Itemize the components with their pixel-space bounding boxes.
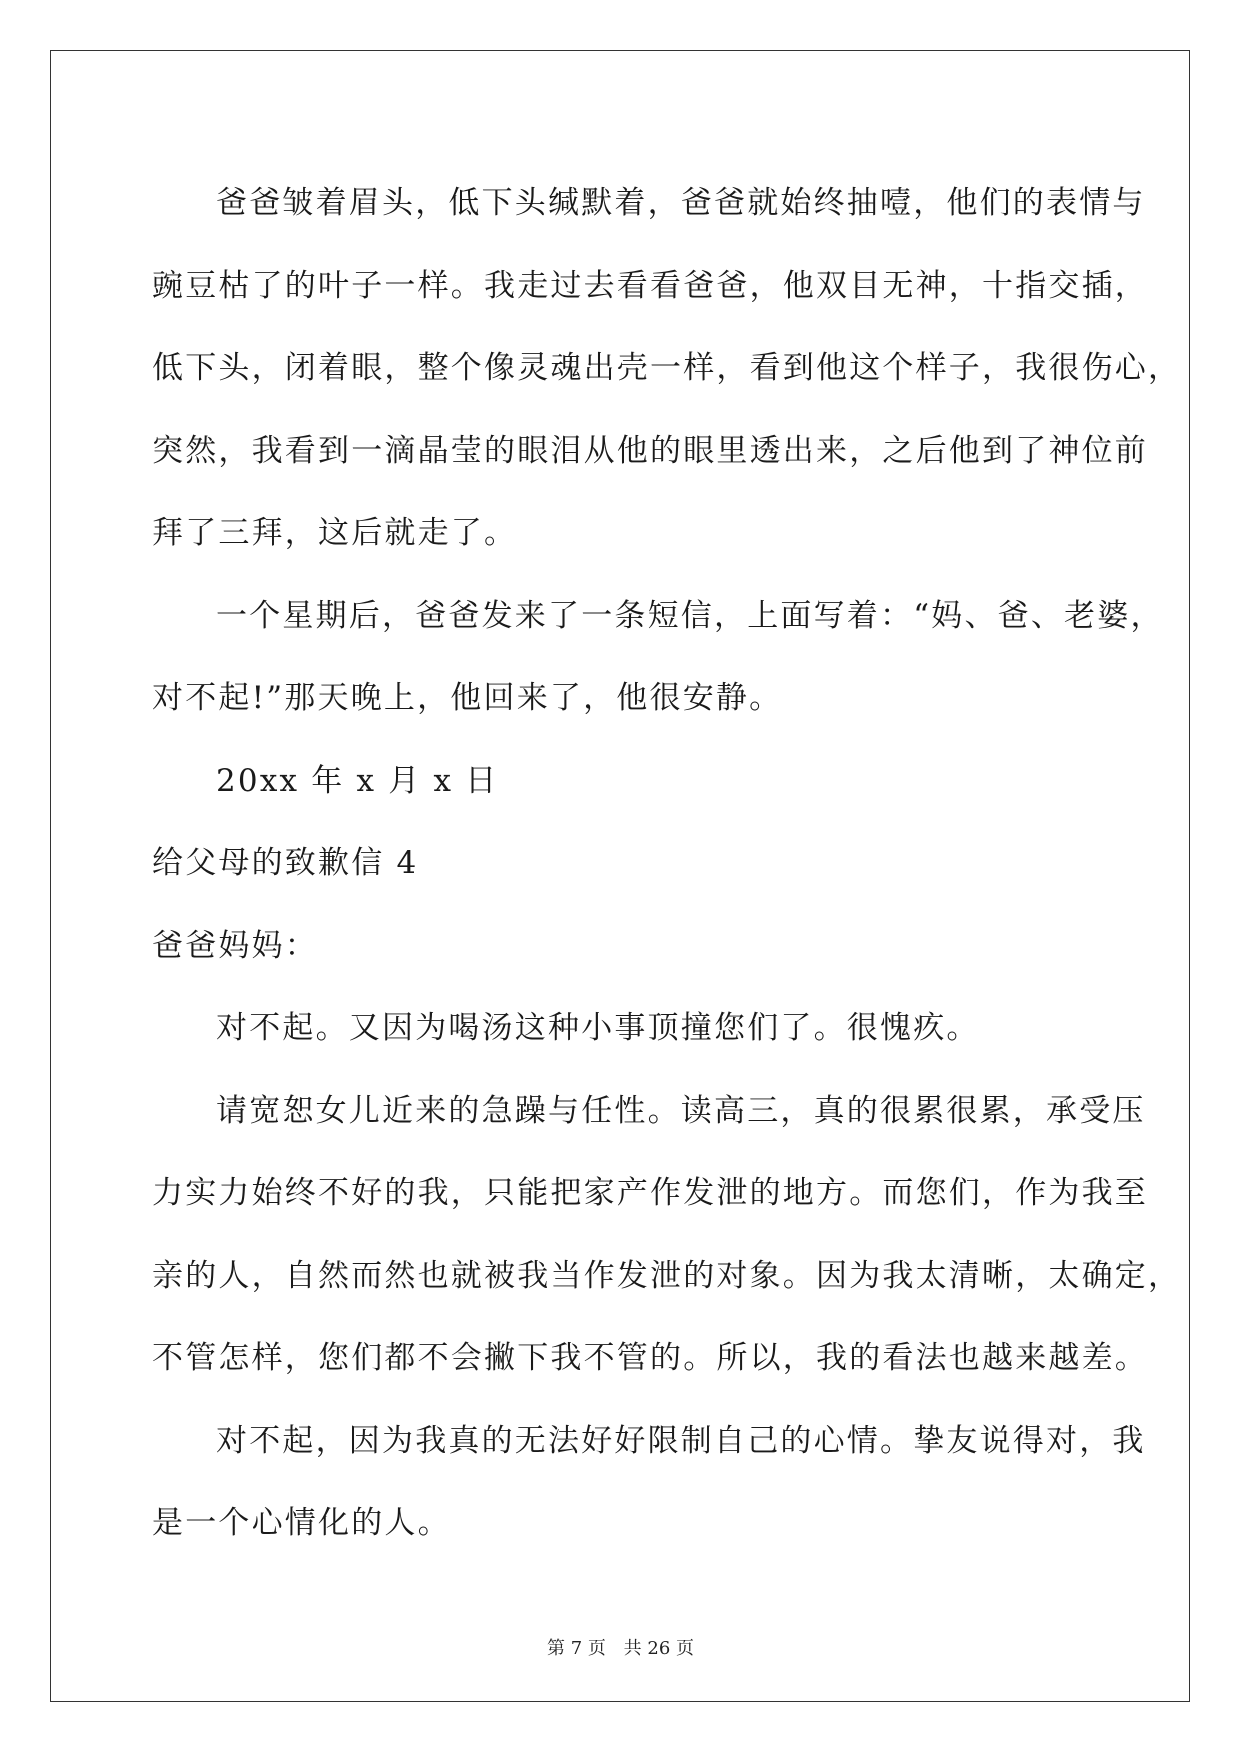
text-line-16: 对不起，因为我真的无法好好限制自己的心情。挚友说得对，我 (216, 1422, 1146, 1459)
text-line-7: 对不起!”那天晚上，他回来了，他很安静。 (152, 680, 783, 716)
text-line-13: 力实力始终不好的我，只能把家产作发泄的地方。而您们，作为我至 (152, 1175, 1148, 1211)
text-line-15: 不管怎样，您们都不会撇下我不管的。所以，我的看法也越来越差。 (152, 1340, 1148, 1376)
page-number: 第 7 页 (547, 1638, 606, 1659)
text-line-14: 亲的人，自然而然也就被我当作发泄的对象。因为我太清晰，太确定， (152, 1257, 1182, 1294)
text-line-4: 突然，我看到一滴晶莹的眼泪从他的眼里透出来，之后他到了神位前 (152, 432, 1148, 469)
text-line-3: 低下头，闭着眼，整个像灵魂出壳一样，看到他这个样子，我很伤心， (152, 350, 1182, 386)
salutation: 爸爸妈妈： (152, 927, 318, 964)
page-total: 共 26 页 (623, 1638, 694, 1659)
text-line-5: 拜了三拜，这后就走了。 (152, 515, 518, 551)
text-line-12: 请宽恕女儿近来的急躁与任性。读高三，真的很累很累，承受压 (216, 1092, 1146, 1129)
text-line-6: 一个星期后，爸爸发来了一条短信，上面写着：“妈、爸、老婆， (216, 597, 1164, 634)
date-line: 20xx 年 x 月 x 日 (216, 762, 499, 799)
text-line-17: 是一个心情化的人。 (152, 1505, 451, 1541)
letter-title: 给父母的致歉信 4 (152, 845, 419, 881)
document-body (152, 162, 1182, 1565)
page-footer (0, 1634, 1241, 1660)
text-line-1: 爸爸皱着眉头，低下头缄默着，爸爸就始终抽噎，他们的表情与 (216, 185, 1146, 221)
text-line-2: 豌豆枯了的叶子一样。我走过去看看爸爸，他双目无神，十指交插， (152, 267, 1148, 304)
text-line-11: 对不起。又因为喝汤这种小事顶撞您们了。很愧疚。 (216, 1010, 980, 1046)
